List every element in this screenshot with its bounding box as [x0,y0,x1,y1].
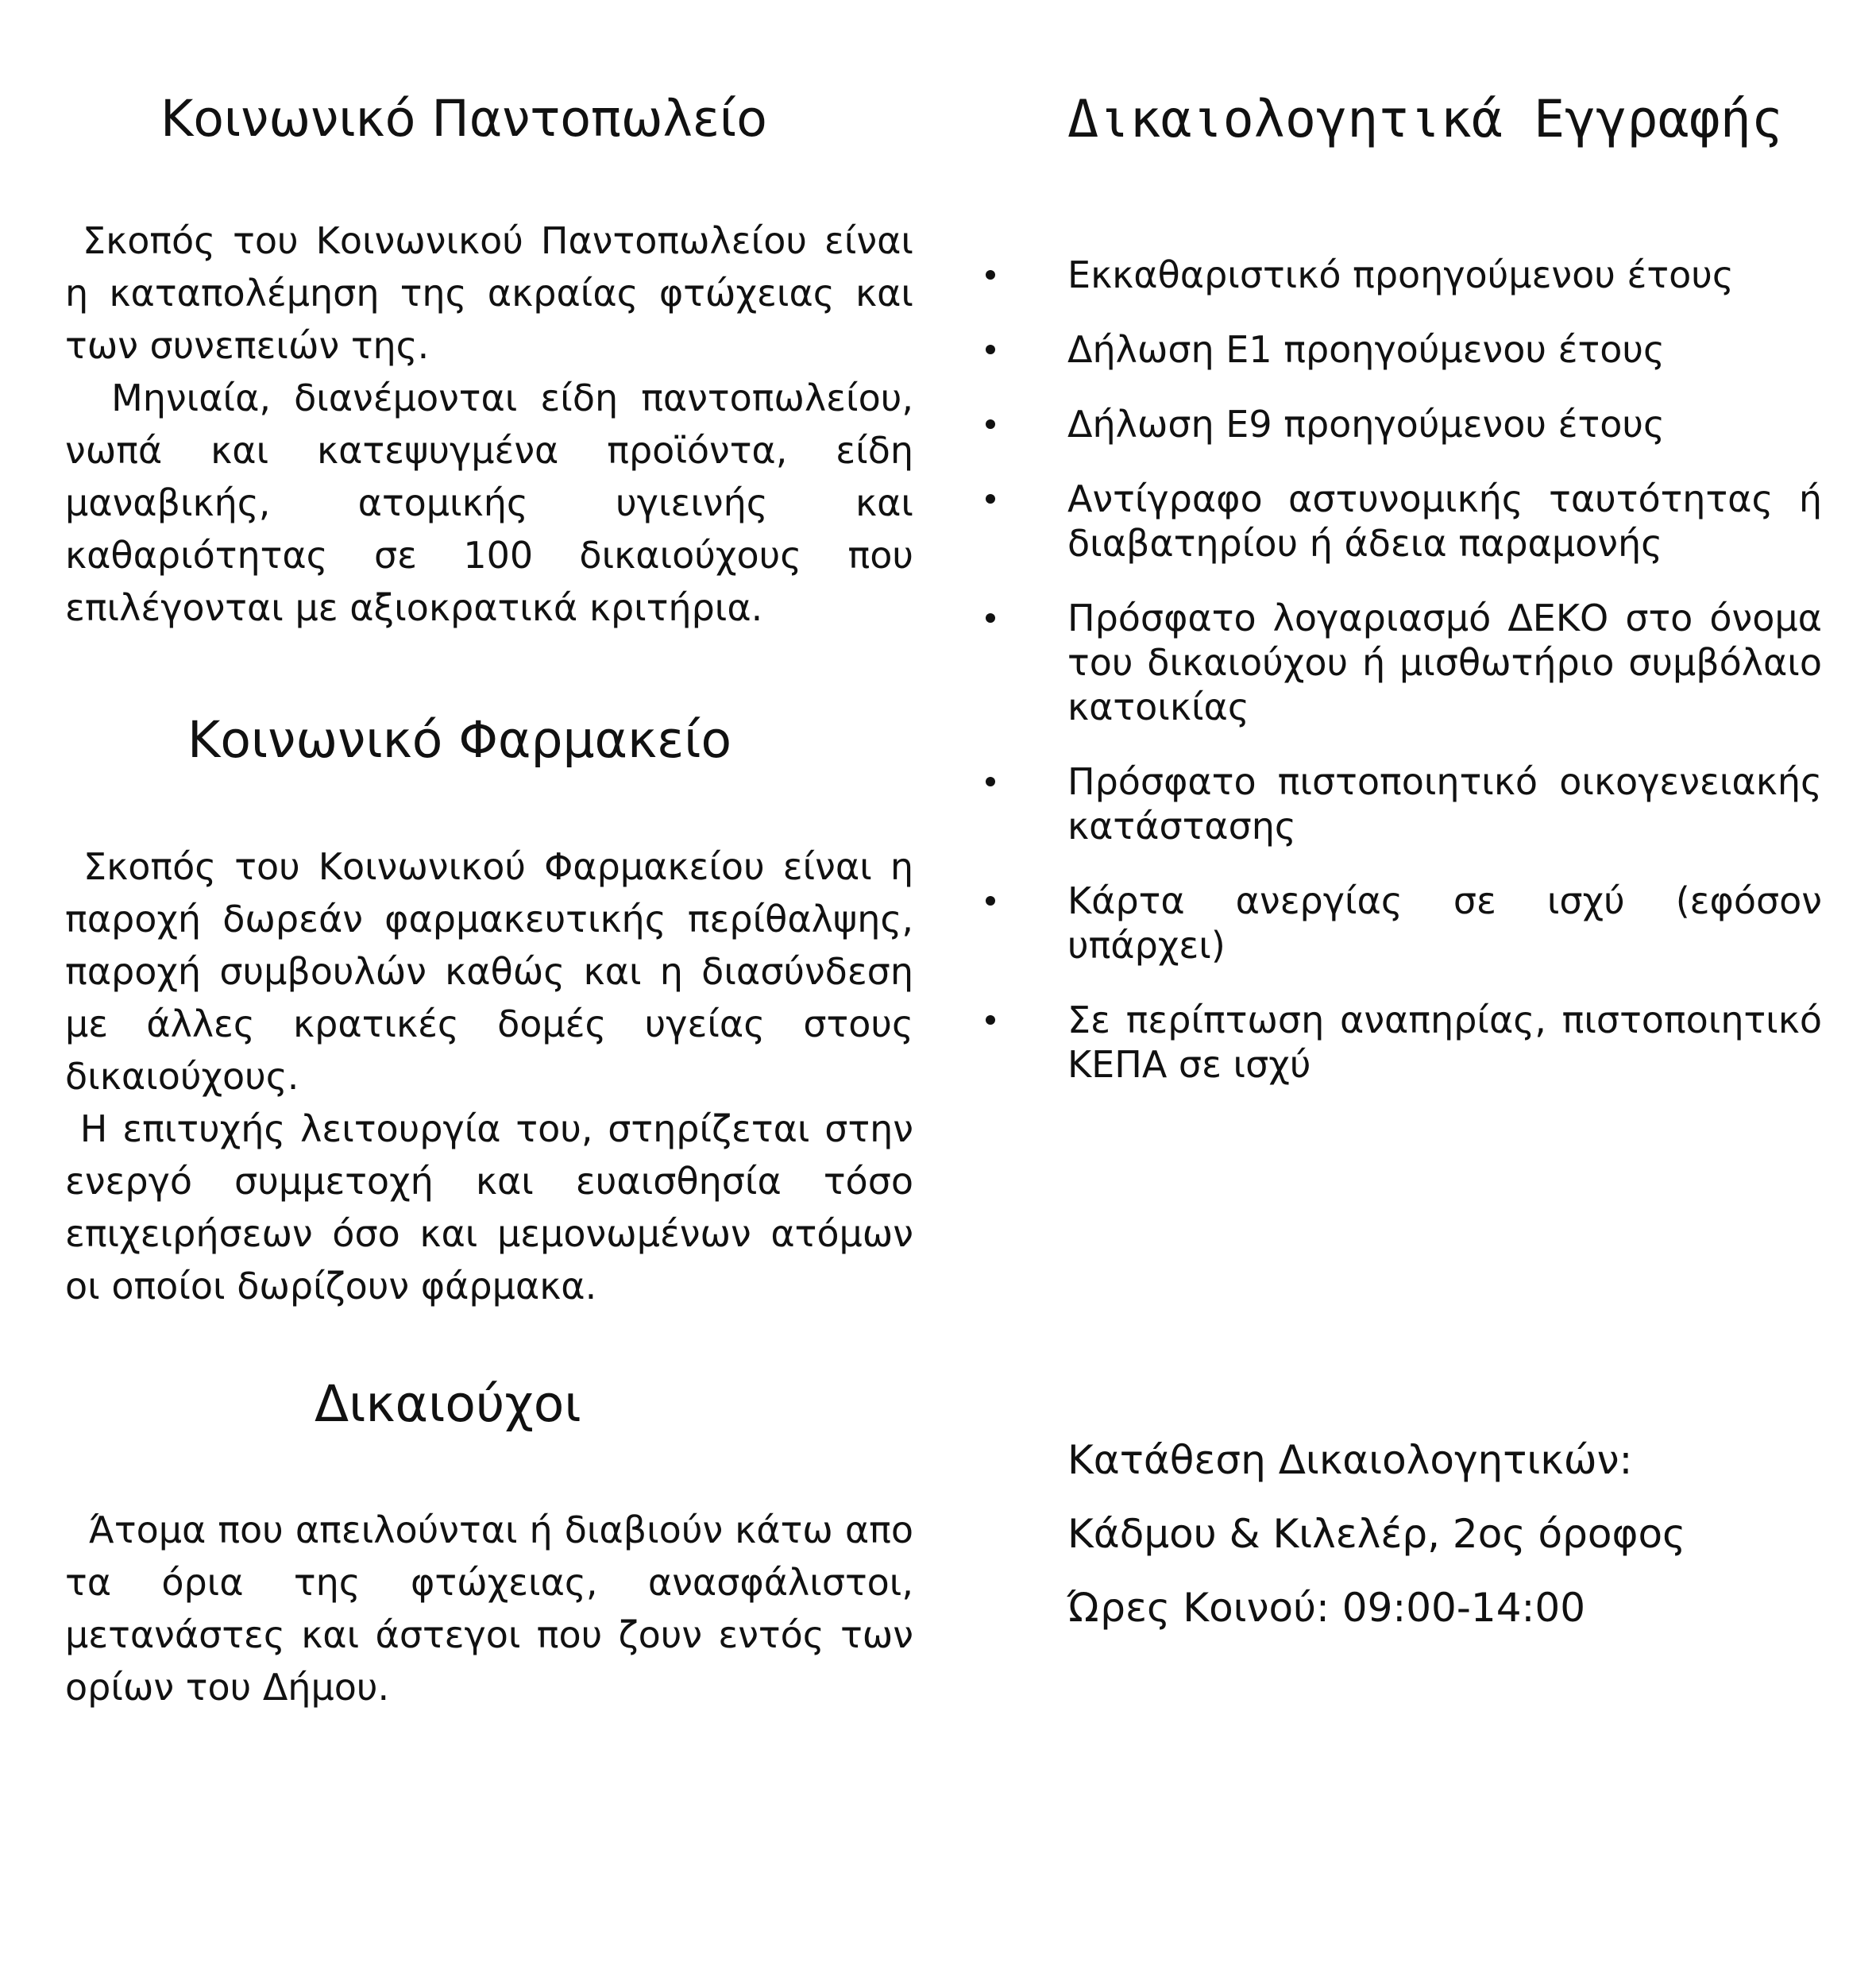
bullet-icon [986,419,995,429]
document-label: Δήλωση Ε9 προηγούμενου έτους [1067,403,1665,446]
document-label: Πρόσφατο λογαριασμό ΔΕΚΟ στο όνομα του δικαιούχου ή μισθωτήριο συμβόλαιο κατοικίας [1067,597,1822,728]
list-item [977,759,1822,848]
list-item [977,477,1822,566]
bullet-icon [986,1015,995,1025]
document-label: Δήλωση Ε1 προηγούμενου έτους [1067,328,1665,371]
bullet-icon [986,494,995,504]
list-item [977,998,1822,1087]
document-label: Αντίγραφο αστυνομικής ταυτότητας ή διαβατηρίου ή άδεια παραμονής [1067,477,1822,565]
bullet-icon [986,896,995,906]
document-label: Κάρτα ανεργίας σε ισχύ (εφόσον υπάρχει) [1067,879,1822,967]
documents-list [977,253,1822,1117]
document-label: Εκκαθαριστικό προηγούμενου έτους [1067,253,1734,296]
section-heading-documents: Δικαιολογητικά Εγγραφής [1067,90,1783,149]
bullet-icon [986,613,995,623]
farmakeio-operation-paragraph: Η επιτυχής λειτουργία του, στηρίζεται στην ενεργό συμμετοχή και ευαισθησία τόσο επιχειρήσεων όσο και μεμονωμένων ατόμων οι οποίοι δωρίζουν φάρμακα. [65,1107,913,1308]
submission-address: Κάδμου & Κιλελέρ, 2ος όροφος [1067,1511,1686,1557]
section-heading-pantopoleio: Κοινωνικό Παντοπωλείο [160,90,767,148]
document-label: Πρόσφατο πιστοποιητικό οικογενειακής κατάστασης [1067,760,1822,848]
bullet-icon [986,777,995,786]
submission-hours: Ώρες Κοινού: 09:00-14:00 [1067,1585,1586,1631]
pantopoleio-purpose-paragraph: Σκοπός του Κοινωνικού Παντοπωλείου είναι η καταπολέμηση της ακραίας φτώχειας και των συνεπειών της. [65,219,913,367]
document-label: Σε περίπτωση αναπηρίας, πιστοποιητικό ΚΕΠΑ σε ισχύ [1067,999,1822,1086]
dikaiouxoi-paragraph: Άτομα που απειλούνται ή διαβιούν κάτω απο τα όρια της φτώχειας, ανασφάλιστοι, μετανάστες και άστεγοι που ζουν εντός των ορίων του Δήμου. [65,1508,913,1709]
list-item [977,879,1822,968]
bullet-icon [986,270,995,280]
bullet-icon [986,345,995,354]
submission-title: Κατάθεση Δικαιολογητικών: [1067,1437,1633,1483]
farmakeio-purpose-paragraph: Σκοπός του Κοινωνικού Φαρμακείου είναι η παροχή δωρεάν φαρμακευτικής περίθαλψης, παροχή συμβουλών καθώς και η διασύνδεση με άλλες κρατικές δομές υγείας στους δικαιούχους. [65,845,913,1098]
list-item [977,253,1822,297]
list-item [977,596,1822,729]
pantopoleio-distribution-paragraph: Μηνιαία, διανέμονται είδη παντοπωλείου, νωπά και κατεψυγμένα προϊόντα, είδη μαναβικής, ατομικής υγιεινής και καθαριότητας σε 100 δικαιούχους που επιλέγονται με αξιοκρατικά κριτήρια. [65,377,913,629]
list-item [977,402,1822,446]
section-heading-dikaiouxoi: Δικαιούχοι [315,1375,581,1433]
section-heading-farmakeio: Κοινωνικό Φαρμακείο [187,711,732,769]
list-item [977,327,1822,372]
